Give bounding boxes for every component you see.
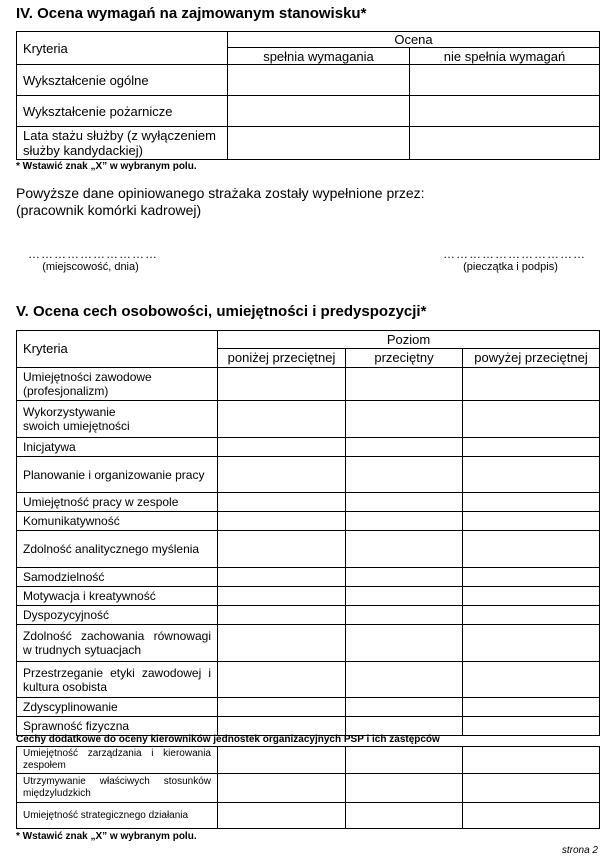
above-cell[interactable] [463,568,600,587]
criterion-label: Samodzielność [17,568,218,587]
above-cell[interactable] [463,803,600,829]
criterion-label: Wykształcenie pożarnicze [17,96,228,127]
place-date-dots: ………………………… [28,247,158,261]
filled-by-text [16,185,425,219]
criterion-label: Umiejętność pracy w zespole [17,493,218,512]
avg-cell[interactable] [346,568,463,587]
extra-traits-header: Cechy dodatkowe do oceny kierowników jednostek organizacyjnych PSP i ich zastępców [16,734,440,745]
avg-cell[interactable] [346,587,463,606]
rating-header: Ocena [228,32,600,48]
avg-cell[interactable] [346,774,463,803]
below-cell[interactable] [218,401,346,438]
criterion-label: Zdolność zachowania równowagi w trudnych sytuacjach [17,625,218,662]
avg-cell[interactable] [346,493,463,512]
not-meets-header: nie spełnia wymagań [410,48,600,65]
criterion-label: Planowanie i organizowanie pracy [17,457,218,493]
above-cell[interactable] [463,747,600,774]
above-cell[interactable] [463,717,600,736]
below-average-header: poniżej przeciętnej [218,349,346,368]
criterion-label: Inicjatywa [17,438,218,457]
stamp-label: (pieczątka i podpis) [463,261,558,273]
avg-cell[interactable] [346,457,463,493]
above-cell[interactable] [463,457,600,493]
footnote: * Wstawić znak „X” w wybranym polu. [16,161,197,172]
meets-header: spełnia wymagania [228,48,410,65]
above-cell[interactable] [463,531,600,568]
below-cell[interactable] [218,587,346,606]
criterion-label: Przestrzeganie etyki zawodowej i kultura osobista [17,662,218,698]
criterion-label: Sprawność fizyczna [17,717,218,736]
below-cell[interactable] [218,438,346,457]
avg-cell[interactable] [346,717,463,736]
above-average-header: powyżej przeciętnej [463,349,600,368]
below-cell[interactable] [218,662,346,698]
footnote: * Wstawić znak „X” w wybranym polu. [16,831,197,842]
below-cell[interactable] [218,568,346,587]
criteria-header: Kryteria [17,331,218,368]
avg-cell[interactable] [346,698,463,717]
below-cell[interactable] [218,803,346,829]
criterion-label: Dyspozycyjność [17,606,218,625]
above-cell[interactable] [463,698,600,717]
page-number: strona 2 [561,845,598,856]
avg-cell[interactable] [346,368,463,401]
below-cell[interactable] [218,531,346,568]
below-cell[interactable] [218,698,346,717]
criterion-label: Komunikatywność [17,512,218,531]
not-meets-cell[interactable] [410,127,600,160]
below-cell[interactable] [218,512,346,531]
avg-cell[interactable] [346,747,463,774]
avg-cell[interactable] [346,662,463,698]
criterion-label: Zdolność analitycznego myślenia [17,531,218,568]
above-cell[interactable] [463,368,600,401]
meets-cell[interactable] [228,127,410,160]
meets-cell[interactable] [228,96,410,127]
above-cell[interactable] [463,587,600,606]
above-cell[interactable] [463,625,600,662]
below-cell[interactable] [218,774,346,803]
avg-cell[interactable] [346,606,463,625]
section-4-title: IV. Ocena wymagań na zajmowanym stanowisku* [16,5,367,22]
above-cell[interactable] [463,662,600,698]
below-cell[interactable] [218,457,346,493]
below-cell[interactable] [218,625,346,662]
below-cell[interactable] [218,606,346,625]
not-meets-cell[interactable] [410,96,600,127]
above-cell[interactable] [463,493,600,512]
below-cell[interactable] [218,717,346,736]
average-header: przeciętny [346,349,463,368]
above-cell[interactable] [463,606,600,625]
filled-by-line: Powyższe dane opiniowanego strażaka zostały wypełnione przez: [16,185,425,201]
above-cell[interactable] [463,512,600,531]
level-header: Poziom [218,331,600,349]
below-cell[interactable] [218,493,346,512]
avg-cell[interactable] [346,401,463,438]
avg-cell[interactable] [346,438,463,457]
avg-cell[interactable] [346,625,463,662]
requirements-table [16,31,600,160]
above-cell[interactable] [463,401,600,438]
avg-cell[interactable] [346,531,463,568]
filled-by-role: (pracownik komórki kadrowej) [16,202,202,218]
place-date-label: (miejscowość, dnia) [42,261,139,273]
below-cell[interactable] [218,747,346,774]
stamp-dots: …………………………… [443,247,586,261]
criterion-label: Wykorzystywanie swoich umiejętności [17,401,218,438]
stamp-signature [443,247,586,273]
criterion-label: Wykształcenie ogólne [17,65,228,96]
criterion-label: Zdyscyplinowanie [17,698,218,717]
not-meets-cell[interactable] [410,65,600,96]
criterion-label: Umiejętność strategicznego działania [17,803,218,829]
criterion-label: Utrzymywanie właściwych stosunków międzyludzkich [17,774,218,803]
place-date-signature [28,247,158,273]
criterion-label: Lata stażu służby (z wyłączeniem służby kandydackiej) [17,127,228,160]
meets-cell[interactable] [228,65,410,96]
criterion-label: Motywacja i kreatywność [17,587,218,606]
avg-cell[interactable] [346,803,463,829]
criterion-label: Umiejętność zarządzania i kierowania zespołem [17,747,218,774]
avg-cell[interactable] [346,512,463,531]
above-cell[interactable] [463,438,600,457]
extra-traits-table [16,746,600,829]
section-5-title: V. Ocena cech osobowości, umiejętności i predyspozycji* [16,303,427,320]
personality-table [16,330,600,736]
criterion-label: Umiejętności zawodowe (profesjonalizm) [17,368,218,401]
below-cell[interactable] [218,368,346,401]
criteria-header: Kryteria [17,32,228,65]
above-cell[interactable] [463,774,600,803]
